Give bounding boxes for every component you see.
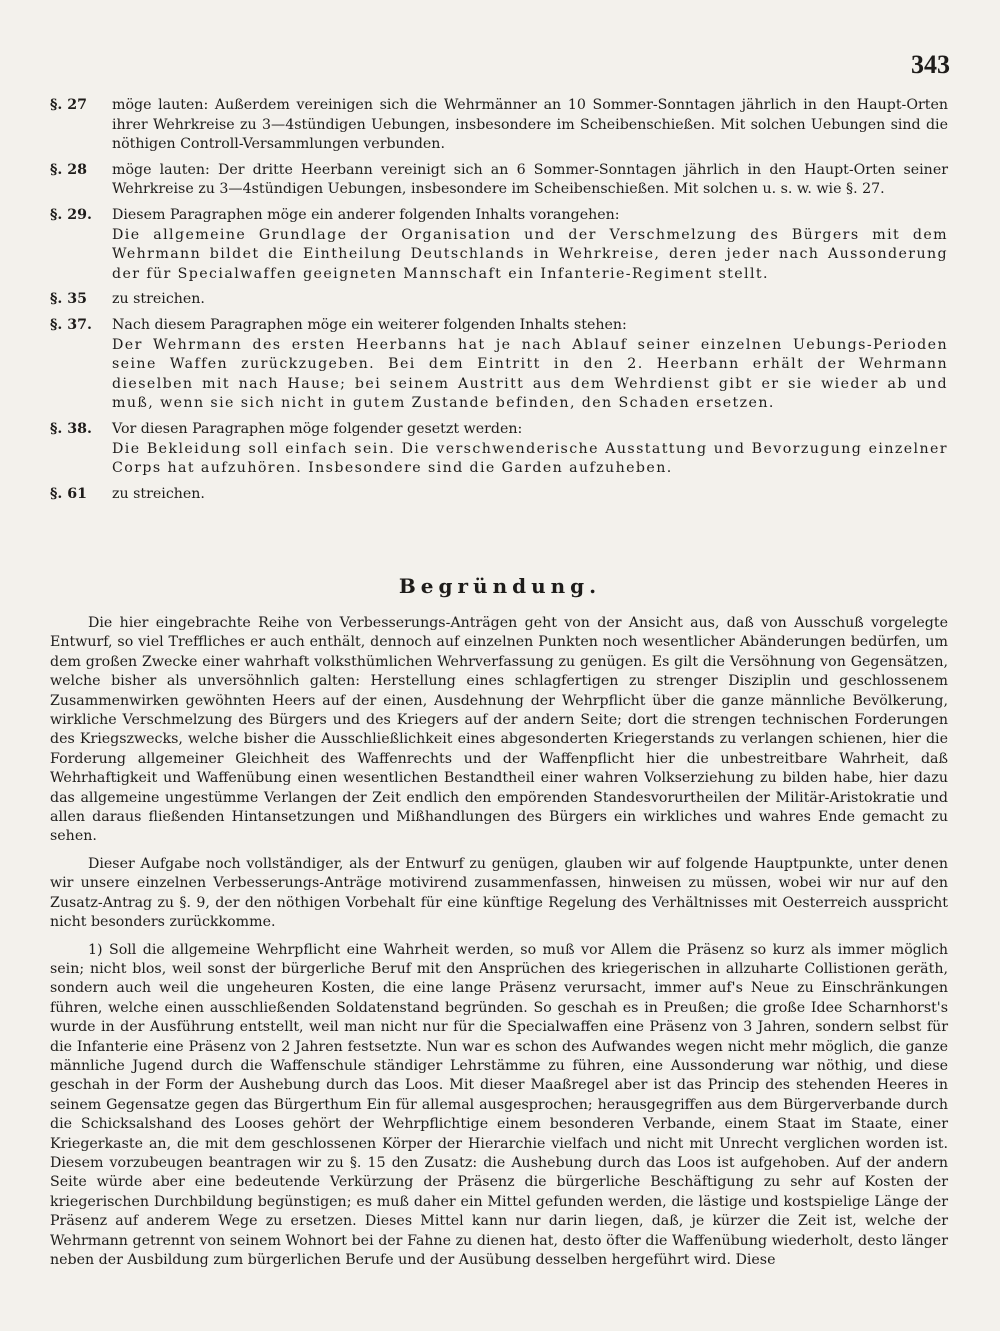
body-paragraph: 1) Soll die allgemeine Wehrpflicht eine Wahrheit werden, so muß vor Allem die Präsenz so kurz als immer möglich sein; nicht blos, weil sonst der bürgerliche Beruf mit den Ansprüchen des kriegerischen in allzuharte Collistionen geräth, sondern auch weil die ungeheuren Kosten, die eine lange Präsenz verursacht, immer auf's Neue zu Einschränkungen führen, welche einen ausschließenden Soldatenstand begründen. So geschah es in Preußen; die große Idee Scharnhorst's wurde in der Ausführung entstellt, weil man nicht nur für die Specialwaffen eine Präsenz von 3 Jahren, sondern selbst für die Infanterie eine Präsenz von 2 Jahren festsetzte. Nun war es schon des Aufwandes wegen nicht mehr möglich, die ganze männliche Jugend durch die Waffenschule ständiger Lehrstämme zu führen, eine Aussonderung war nöthig, und diese geschah in der Form der Aushebung durch das Loos. Mit dieser Maaßregel aber ist das Princip des stehenden Heeres in seinem Gegensatze gegen das Bürgerthum Ein für allemal ausgesprochen; herausgegriffen aus dem Bürgerverbande durch die Schicksalshand des Looses gehört der Wehrpflichtige einem besonderen Verbande, einem Staat im Staate, einer Kriegerkaste an, die mit dem geschlossenen Körper der Hierarchie vielfach und nicht mit Unrecht verglichen worden ist. Diesem vorzubeugen beantragen wir zu §. 15 den Zusatz: die Aushebung durch das Loos ist aufgehoben. Auf der andern Seite würde aber eine bedeutende Verkürzung der Präsenz die bürgerliche Beschäftigung zu sehr auf Kosten der kriegerischen Durchbildung begünstigen; es muß daher ein Mittel gefunden werden, die lästige und kostspielige Länge der Präsenz auf anderem Wege zu ersetzen. Dieses Mittel kann nur darin liegen, daß, je kürzer die Zeit ist, welche der Wehrmann getrennt von seinem Wohnort bei der Fahne zu dienen hat, desto öfter die Waffenübung wiederholt, desto länger neben der Ausbildung zum bürgerlichen Berufe und der Ausübung desselben hergeführt wird. Diese <box>50 941 948 1268</box>
amendment-body <box>112 96 948 155</box>
amendment-body <box>112 206 948 284</box>
paragraph-reference: §. 35 <box>50 291 88 308</box>
body-paragraph: Dieser Aufgabe noch vollständiger, als der Entwurf zu genügen, glauben wir auf folgende Hauptpunkte, unter denen wir unsere einzelnen Verbesserungs-Anträge motivirend zusammenfassen, hinweisen zu müssen, wobei wir nur auf den Zusatz-Antrag zu §. 9, der den nöthigen Vorbehalt für eine künftige Regelung des Verhältnisses mit Oesterreich ausspricht nicht besonders zurückkomme. <box>50 855 948 931</box>
amendment-intro: Vor diesen Paragraphen möge folgender gesetzt werden: <box>112 420 523 437</box>
amendment-item <box>50 420 948 479</box>
body-paragraph: Die hier eingebrachte Reihe von Verbesserungs-Anträgen geht von der Ansicht aus, daß von Ausschuß vorgelegte Entwurf, so viel Treffliches er auch enthält, dennoch auf einzelnen Punkten noch wesentlicher Abänderungen bedürfen, um dem großen Zwecke einer wahrhaft volksthümlichen Wehrverfassung zu genügen. Es gilt die Versöhnung von Gegensätzen, welche bisher als unversöhnlich galten: Herstellung eines schlagfertigen zu strenger Disziplin und geschlossenem Zusammenwirken gewöhnten Heers auf der einen, Ausdehnung der Wehrpflicht über die ganze männliche Bevölkerung, wirkliche Verschmelzung des Bürgers und des Kriegers auf der andern Seite; dort die strengen technischen Forderungen des Kriegszwecks, welche bisher die Ausschließlichkeit eines abgesonderten Kriegerstands zu verlangen schienen, hier die Forderung allgemeiner Gleichheit des Waffenrechts und der Waffenpflicht hier die unbestreitbare Wahrheit, daß Wehrhaftigkeit und Waffenübung einen wesentlichen Bestandtheil einer wahren Volkserziehung zu bilden habe, hier dazu das allgemeine ungestümme Verlangen der Zeit endlich den empörenden Standesvorurtheilen der Militär-Aristokratie und allen daraus fließenden Hintansetzungen und Mißhandlungen des Bürgers ein wirkliches und wahres Ende gemacht zu sehen. <box>50 615 948 845</box>
paragraph-reference: §. 37. <box>50 316 92 333</box>
amendment-intro: Diesem Paragraphen möge ein anderer folgenden Inhalts vorangehen: <box>112 206 620 223</box>
amendment-body <box>112 161 948 200</box>
amendment-intro: möge lauten: Der dritte Heerbann vereinigt sich an 6 Sommer-Sonntagen jährlich in den Haupt-Orten seiner Wehrkreise zu 3—4stündigen Uebungen, insbesondere im Scheibenschießen. Mit solchen u. s. w. wie §. 27. <box>112 161 948 198</box>
amendment-intro: zu streichen. <box>112 291 205 308</box>
justification-text <box>50 614 948 1278</box>
amendment-text: Der Wehrmann des ersten Heerbanns hat je nach Ablauf seiner einzelnen Uebungs-Perioden seine Waffen zurückzugeben. Bei dem Eintritt in den 2. Heerbann erhält der Wehrmann dieselben mit nach Hause; bei seinem Austritt aus dem Wehrdienst gibt er sie wieder ab und muß, wenn sie sich nicht in gutem Zustande befinden, den Schaden ersetzen. <box>112 336 948 412</box>
section-heading: Begründung. <box>398 574 602 598</box>
amendment-item <box>50 206 948 284</box>
amendment-text: Die Bekleidung soll einfach sein. Die verschwenderische Ausstattung und Bevorzugung einzelner Corps hat aufzuhören. Insbesondere sind die Garden aufzuheben. <box>112 440 948 477</box>
page-number: 343 <box>911 50 950 79</box>
paragraph-reference: §. 38. <box>50 420 92 437</box>
amendment-body <box>112 290 948 310</box>
amendment-body <box>112 485 948 505</box>
amendment-intro: Nach diesem Paragraphen möge ein weiterer folgenden Inhalts stehen: <box>112 316 627 333</box>
amendment-body <box>112 420 948 479</box>
amendment-item <box>50 161 948 200</box>
amendment-list <box>50 96 948 510</box>
amendment-intro: möge lauten: Außerdem vereinigen sich die Wehrmänner an 10 Sommer-Sonntagen jährlich in den Haupt-Orten ihrer Wehrkreise zu 3—4stündigen Uebungen, insbesondere im Scheibenschießen. Mit solchen Uebungen sind die nöthigen Controll-Versammlungen verbunden. <box>112 97 948 153</box>
amendment-item <box>50 316 948 414</box>
paragraph-reference: §. 28 <box>50 161 88 178</box>
amendment-body <box>112 316 948 414</box>
amendment-item <box>50 485 948 505</box>
paragraph-reference: §. 61 <box>50 485 88 502</box>
amendment-item <box>50 96 948 155</box>
amendment-item <box>50 290 948 310</box>
paragraph-reference: §. 29. <box>50 206 92 223</box>
amendment-text: Die allgemeine Grundlage der Organisation und der Verschmelzung des Bürgers mit dem Wehrmann bildet die Eintheilung Deutschlands in Wehrkreise, deren jeder nach Aussonderung der für Specialwaffen geeigneten Mannschaft ein Infanterie-Regiment stellt. <box>112 226 948 282</box>
amendment-intro: zu streichen. <box>112 485 205 502</box>
paragraph-reference: §. 27 <box>50 97 88 113</box>
